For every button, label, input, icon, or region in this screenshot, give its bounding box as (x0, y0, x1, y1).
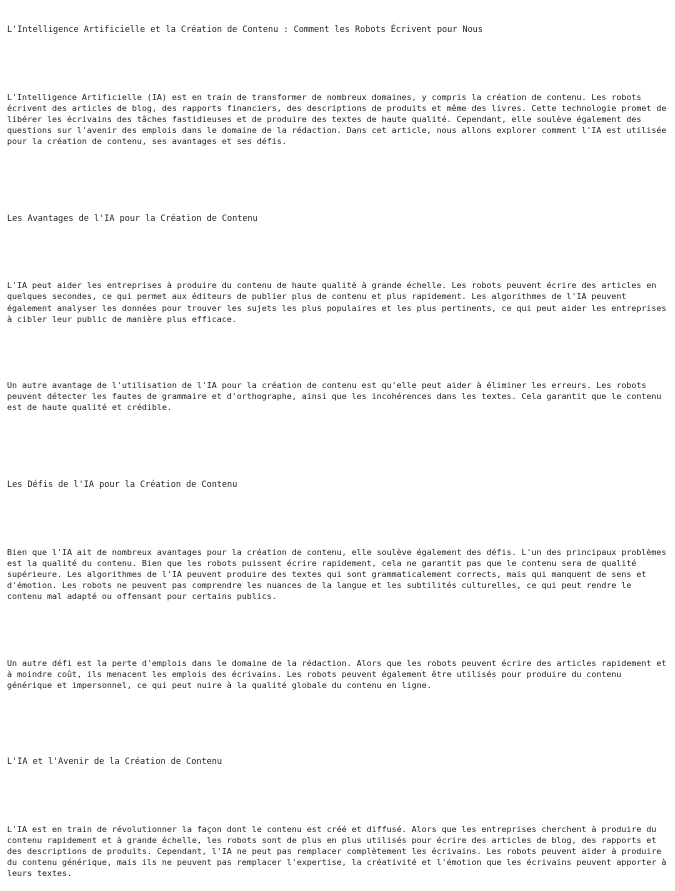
spacer (7, 58, 671, 69)
intro-paragraph: L'Intelligence Artificielle (IA) est en train de transformer de nombreux domaines, y compris la création de contenu. Les robots écrivent des articles de blog, des rapports financiers, des descriptions de produits et même des livres. Cette technologie promet de libérer les écrivains des tâches fastidieuses et de produire des textes de haute qualité. Cependant, elle soulève également des questions sur l'avenir des emplois dans le domaine de la rédaction. Dans cet article, nous allons explorer comment l'IA est utilisée pour la création de contenu, ses avantages et ses défis. (7, 91, 672, 147)
spacer (7, 169, 671, 180)
paragraph: Bien que l'IA ait de nombreux avantages pour la création de contenu, elle soulève également des défis. L'un des principaux problèmes est la qualité du contenu. Bien que les robots puissent écrire rapidement, cela ne garantit pas que le contenu sera de qualité supérieure. Les algorithmes de l'IA peuvent produire des textes qui sont grammaticalement corrects, mais qui manquent de sens et d'émotion. Les robots ne peuvent pas comprendre les nuances de la langue et les subtilités culturelles, ce qui peut rendre le contenu mal adapté ou offensant pour certains publics. (7, 546, 672, 601)
spacer (7, 624, 671, 635)
spacer (7, 347, 671, 358)
document-title: L'Intelligence Artificielle et la Création de Contenu : Comment les Robots Écrivent pour Nous (7, 25, 483, 36)
paragraph: L'IA est en train de révolutionner la façon dont le contenu est créé et diffusé. Alors que les entreprises cherchent à produire du contenu rapidement et à grande échelle, les robots sont de plus en plus utilisés pour écrire des articles de blog, des rapports et des descriptions de produits. Cependant, l'IA ne peut pas remplacer complètement les écrivains. Les robots peuvent aider à produire du contenu générique, mais ils ne peuvent pas remplacer l'expertise, la créativité et l'émotion que les écrivains peuvent apporter à leurs textes. (7, 823, 672, 879)
spacer (7, 791, 671, 802)
section-heading-avenir: L'IA et l'Avenir de la Création de Contenu (7, 757, 222, 768)
paragraph: Un autre défi est la perte d'emplois dans le domaine de la rédaction. Alors que les robots peuvent écrire des articles rapidement et à moindre coût, ils menacent les emplois des écrivains. Les robots peuvent également être utilisés pour produire du contenu générique et impersonnel, ce qui peut nuire à la qualité globale du contenu en ligne. (7, 657, 672, 690)
spacer (7, 513, 671, 524)
section-heading-defis: Les Défis de l'IA pour la Création de Contenu (7, 480, 238, 491)
spacer (7, 713, 671, 724)
spacer (7, 436, 671, 447)
spacer (7, 247, 671, 258)
paragraph: L'IA peut aider les entreprises à produire du contenu de haute qualité à grande échelle. Les robots peuvent écrire des articles en quelques secondes, ce qui permet aux éditeurs de publier plus de contenu et plus rapidement. Les algorithmes de l'IA peuvent également analyser les données pour trouver les sujets les plus populaires et les plus pertinents, ce qui peut aider les entreprises à cibler leur public de manière plus efficace. (7, 280, 672, 324)
paragraph: Un autre avantage de l'utilisation de l'IA pour la création de contenu est qu'elle peut aider à éliminer les erreurs. Les robots peuvent détecter les fautes de grammaire et d'orthographe, ainsi que les incohérences dans les textes. Cela garantit que le contenu est de haute qualité et crédible. (7, 380, 667, 413)
section-heading-avantages: Les Avantages de l'IA pour la Création de Contenu (7, 213, 258, 224)
